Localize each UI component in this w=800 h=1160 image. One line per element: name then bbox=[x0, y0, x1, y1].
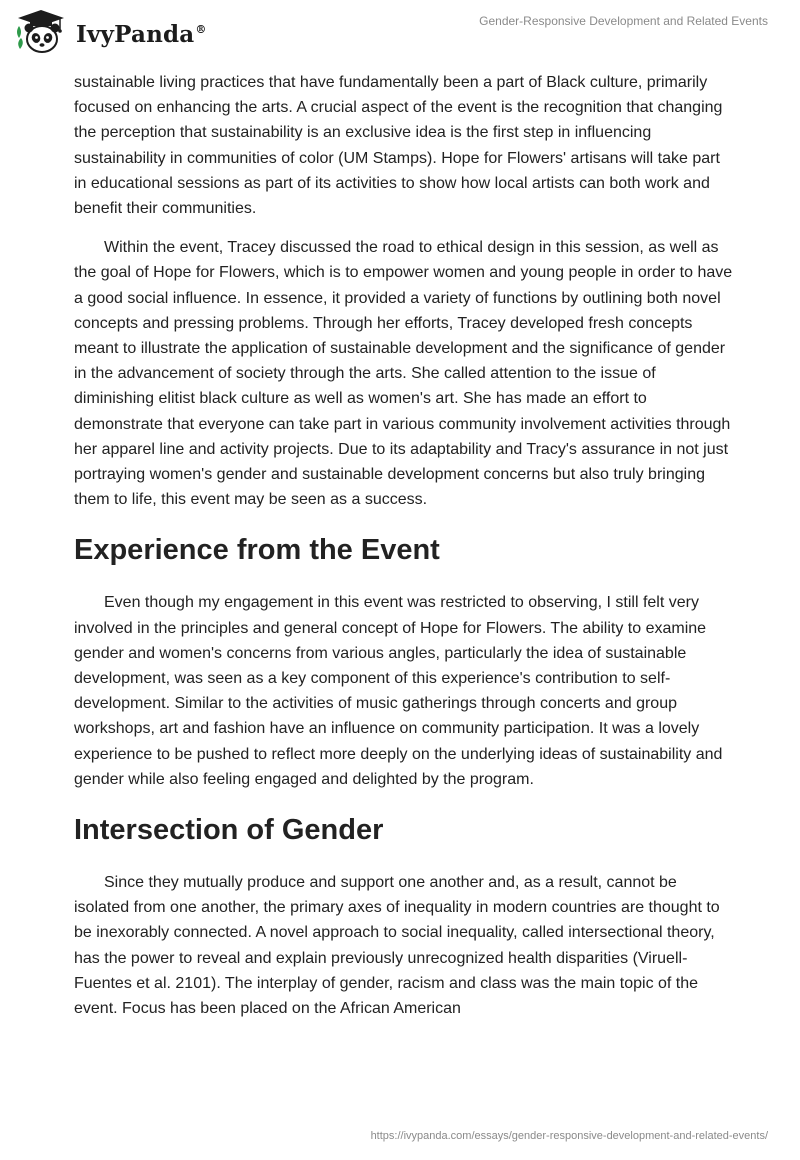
document-title: Gender-Responsive Development and Related Events bbox=[479, 14, 768, 28]
ivypanda-logo[interactable] bbox=[14, 8, 207, 56]
paragraph-2: Within the event, Tracey discussed the road to ethical design in this session, as well as the goal of Hope for Flowers, which is to empower women and young people in order to have a good social influence. In essence, it provided a variety of functions by outlining both novel concepts and pressing problems. Through her efforts, Tracey developed fresh concepts meant to illustrate the application of sustainable development and the significance of gender in the advancement of society through the arts. She called attention to the issue of diminishing elitist black culture as well as women's art. She has made an effort to demonstrate that everyone can take part in various community involvement activities through her apparel line and activity projects. Due to its adaptability and Tracy's assurance in not just portraying women's gender and sustainable development concerns but also truly bringing them to life, this event may be seen as a success. bbox=[74, 239, 733, 509]
brand-name bbox=[76, 21, 207, 48]
paragraph-1: sustainable living practices that have fundamentally been a part of Black culture, primarily focused on enhancing the arts. A crucial aspect of the event is the recognition that changing the perception that sustainability is an exclusive idea is the first step in influencing sustainability in communities of color (UM Stamps). Hope for Flowers' artisans will take part in educational sessions as part of its activities to show how local artists can both work and benefit their communities. bbox=[74, 74, 723, 218]
source-url-link[interactable]: https://ivypanda.com/essays/gender-responsive-development-and-related-events/ bbox=[370, 1130, 768, 1142]
essay-body bbox=[74, 70, 734, 1035]
panda-graduate-icon bbox=[14, 8, 68, 56]
registered-mark: ® bbox=[195, 22, 207, 36]
section-heading-experience: Experience from the Event bbox=[74, 534, 440, 567]
brand-label: IvyPanda bbox=[76, 20, 195, 48]
paragraph-4: Since they mutually produce and support one another and, as a result, cannot be isolated from one another, the primary axes of inequality in modern countries are thought to be inexorably connected. A novel approach to social inequality, called intersectional theory, has the power to reveal and explain previously unrecognized health disparities (Viruell-Fuentes et al. 2101). The interplay of gender, racism and class was the main topic of the event. Focus has been placed on the African American bbox=[74, 874, 720, 1018]
paragraph-3: Even though my engagement in this event was restricted to observing, I still felt very involved in the principles and general concept of Hope for Flowers. The ability to examine gender and women's concerns from various angles, particularly the idea of sustainable development, was seen as a key component of this experience's contribution to self-development. Similar to the activities of music gatherings through concerts and group workshops, art and fashion have an influence on community participation. It was a lovely experience to be pushed to reflect more deeply on the underlying ideas of sustainability and gender while also feeling engaged and delighted by the program. bbox=[74, 594, 723, 788]
page-header bbox=[0, 0, 800, 60]
section-heading-intersection: Intersection of Gender bbox=[74, 814, 384, 847]
